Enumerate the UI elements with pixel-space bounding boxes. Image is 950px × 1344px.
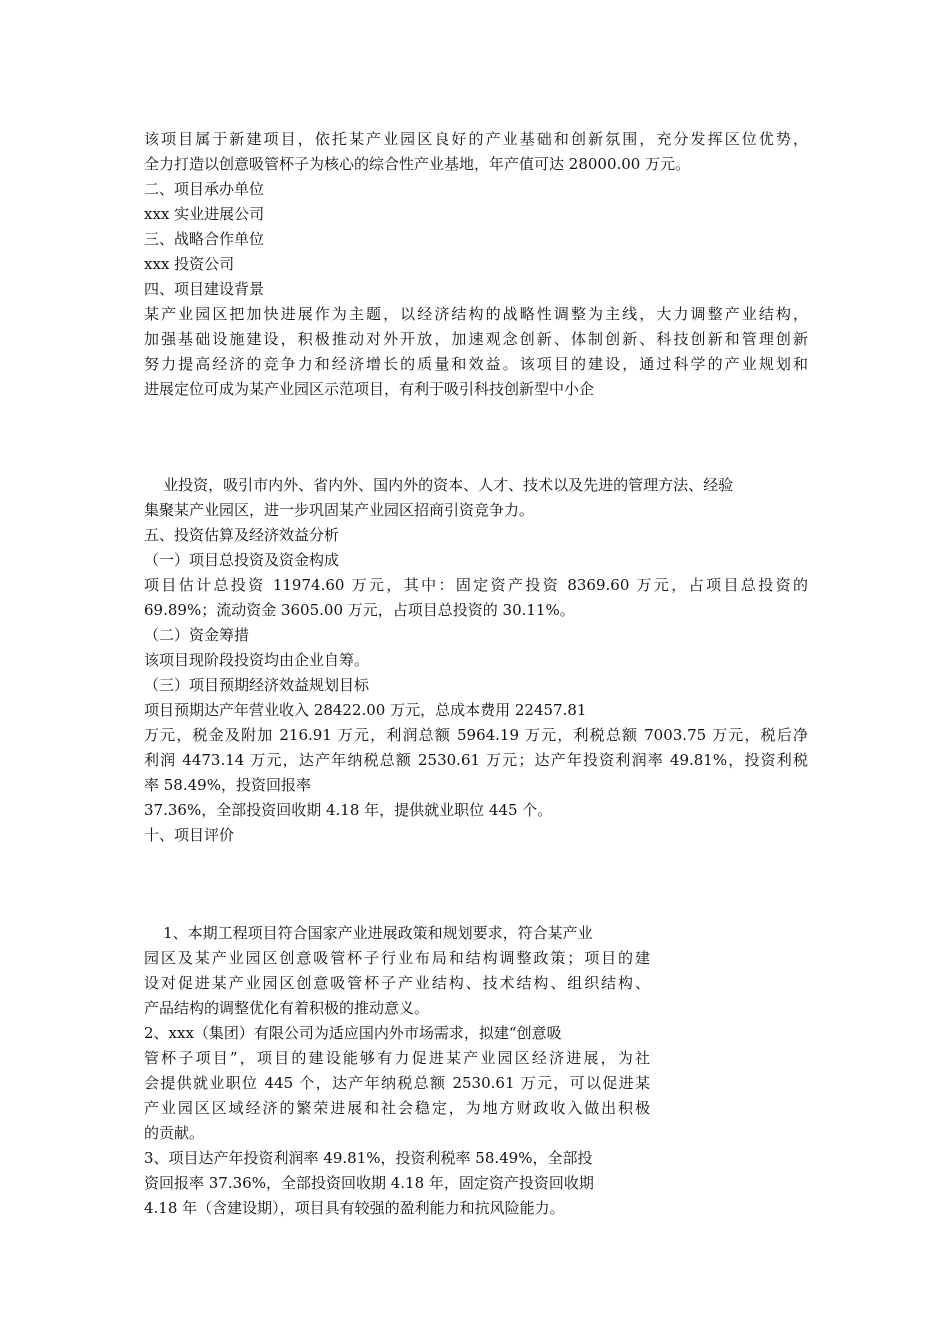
text-line: 该项目属于新建项目，依托某产业园区良好的产业基础和创新氛围，充分发挥区位优势， [144,130,808,148]
text-line: 产品结构的调整优化有着积极的推动意义。 [144,999,430,1017]
text-line: 4.18 年（含建设期），项目具有较强的盈利能力和抗风险能力。 [144,1199,565,1217]
text-line: 2、xxx（集团）有限公司为适应国内外市场需求，拟建“创意吸 [144,1024,562,1042]
text-line: 项目估计总投资 11974.60 万元，其中：固定资产投资 8369.60 万元，占项目总投资的 [144,576,808,594]
section-heading: 十、项目评价 [144,826,235,844]
text-block-investment-analysis [144,473,808,848]
text-line: 利润 4473.14 万元，达产年纳税总额 2530.61 万元；达产年投资利润率 49.81%，投资利税 [144,751,808,769]
text-line: xxx 实业进展公司 [144,205,265,223]
subsection-heading: （三）项目预期经济效益规划目标 [144,676,370,694]
text-block-project-evaluation [144,921,650,1221]
subsection-heading: （一）项目总投资及资金构成 [144,551,340,569]
section-heading: 二、项目承办单位 [144,180,265,198]
text-line: 的贡献。 [144,1124,205,1142]
text-line: 该项目现阶段投资均由企业自筹。 [144,651,370,669]
text-line: 万元，税金及附加 216.91 万元，利润总额 5964.19 万元，利税总额 7003.75 万元，税后净 [144,726,808,744]
text-line: 集聚某产业园区，进一步巩固某产业园区招商引资竞争力。 [144,501,535,519]
text-line: 加强基础设施建设，积极推动对外开放，加速观念创新、体制创新、科技创新和管理创新 [144,330,808,348]
text-line: 率 58.49%，投资回报率 [144,776,311,794]
text-line: 37.36%，全部投资回收期 4.18 年，提供就业职位 445 个。 [144,801,553,819]
subsection-heading: （二）资金筹措 [144,626,250,644]
text-line: 69.89%；流动资金 3605.00 万元，占项目总投资的 30.11%。 [144,601,575,619]
text-line: 管杯子项目”，项目的建设能够有力促进某产业园区经济进展，为社 [144,1049,650,1067]
text-line: 全力打造以创意吸管杯子为核心的综合性产业基地，年产值可达 28000.00 万元。 [144,155,691,173]
section-heading: 四、项目建设背景 [144,280,265,298]
text-line: 进展定位可成为某产业园区示范项目，有利于吸引科技创新型中小企 [144,380,595,398]
text-line: 园区及某产业园区创意吸管杯子行业布局和结构调整政策；项目的建 [144,949,650,967]
section-heading: 三、战略合作单位 [144,230,265,248]
text-line: 会提供就业职位 445 个，达产年纳税总额 2530.61 万元，可以促进某 [144,1074,650,1092]
text-block-project-overview [144,127,808,402]
text-line: 业投资，吸引市内外、省内外、国内外的资本、人才、技术以及先进的管理方法、经验 [144,476,734,494]
text-line: 1、本期工程项目符合国家产业进展政策和规划要求，符合某产业 [144,924,593,942]
text-line: 某产业园区把加快进展作为主题，以经济结构的战略性调整为主线，大力调整产业结构， [144,305,808,323]
text-line: 设对促进某产业园区创意吸管杯子产业结构、技术结构、组织结构、 [144,974,650,992]
text-line: 3、项目达产年投资利润率 49.81%，投资利税率 58.49%，全部投 [144,1149,593,1167]
text-line: 努力提高经济的竞争力和经济增长的质量和效益。该项目的建设，通过科学的产业规划和 [144,355,808,373]
text-line: 产业园区区域经济的繁荣进展和社会稳定，为地方财政收入做出积极 [144,1099,650,1117]
text-line: xxx 投资公司 [144,255,235,273]
text-line: 项目预期达产年营业收入 28422.00 万元，总成本费用 22457.81 [144,701,587,719]
section-heading: 五、投资估算及经济效益分析 [144,526,340,544]
text-line: 资回报率 37.36%，全部投资回收期 4.18 年，固定资产投资回收期 [144,1174,594,1192]
